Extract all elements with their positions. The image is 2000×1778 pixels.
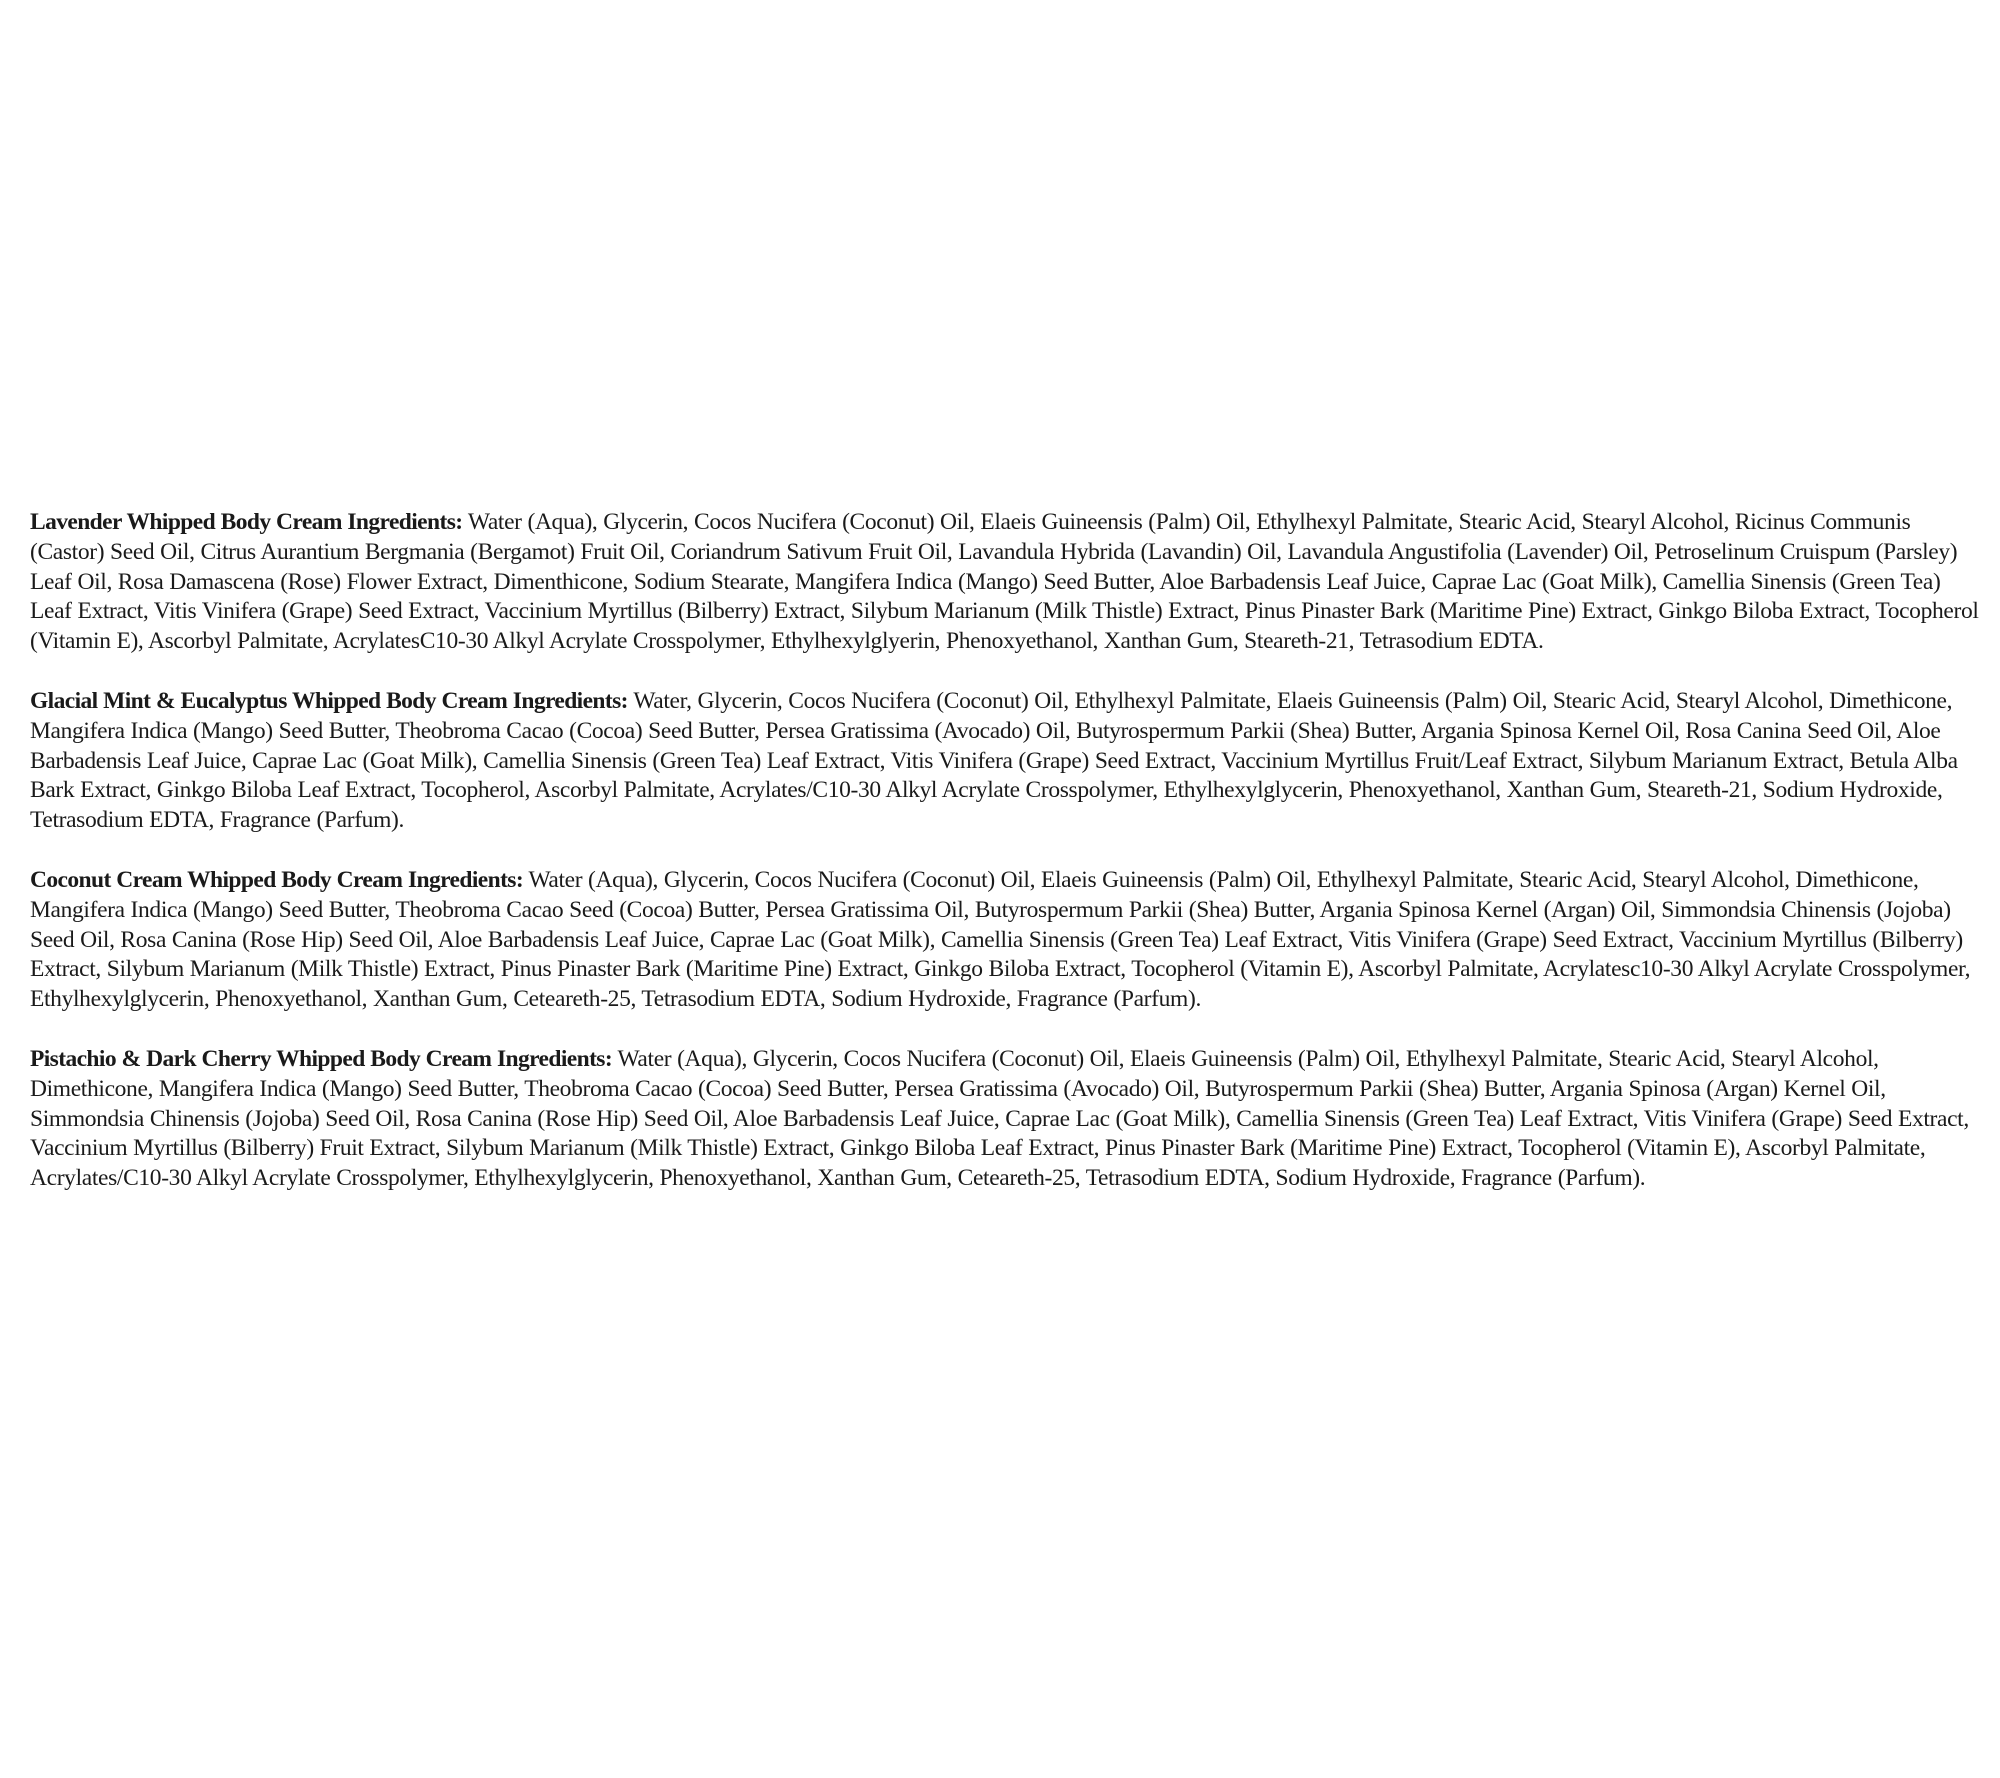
product-name: Coconut Cream Whipped Body Cream Ingredients:	[30, 866, 524, 893]
ingredient-text: Water (Aqua), Glycerin, Cocos Nucifera (Coconut) Oil, Elaeis Guineensis (Palm) Oil, Ethylhexyl Palmitate, Stearic Acid, Stearyl Alcohol, Dimethicone, Mangifera Indica (Mango) Seed Butter, Theobroma Cacao Seed (Cocoa) Butter, Persea Gratissima Oil, Butyrospermum Parkii (Shea) Butter, Argania Spinosa Kernel (Argan) Oil, Simmondsia Chinensis (Jojoba) Seed Oil, Rosa Canina (Rose Hip) Seed Oil, Aloe Barbadensis Leaf Juice, Caprae Lac (Goat Milk), Camellia Sinensis (Green Tea) Leaf Extract, Vitis Vinifera (Grape) Seed Extract, Vaccinium Myrtillus (Bilberry) Extract, Silybum Marianum (Milk Thistle) Extract, Pinus Pinaster Bark (Maritime Pine) Extract, Ginkgo Biloba Extract, Tocopherol (Vitamin E), Ascorbyl Palmitate, Acrylatesc10-30 Alkyl Acrylate Crosspolymer, Ethylhexylglycerin, Phenoxyethanol, Xanthan Gum, Ceteareth-25, Tetrasodium EDTA, Sodium Hydroxide, Fragrance (Parfum).	[30, 866, 1971, 1013]
product-name: Lavender Whipped Body Cream Ingredients:	[30, 509, 463, 535]
product-ingredients-coconut-cream	[30, 866, 1985, 1015]
ingredients-list	[30, 508, 1985, 1224]
product-name: Glacial Mint & Eucalyptus Whipped Body Cream Ingredients:	[30, 687, 628, 714]
ingredient-text: Water, Glycerin, Cocos Nucifera (Coconut) Oil, Ethylhexyl Palmitate, Elaeis Guineensis (Palm) Oil, Stearic Acid, Stearyl Alcohol, Dimethicone, Mangifera Indica (Mango) Seed Butter, Theobroma Cacao (Cocoa) Seed Butter, Persea Gratissima (Avocado) Oil, Butyrospermum Parkii (Shea) Butter, Argania Spinosa Kernel Oil, Rosa Canina Seed Oil, Aloe Barbadensis Leaf Juice, Caprae Lac (Goat Milk), Camellia Sinensis (Green Tea) Leaf Extract, Vitis Vinifera (Grape) Seed Extract, Vaccinium Myrtillus Fruit/Leaf Extract, Silybum Marianum Extract, Betula Alba Bark Extract, Ginkgo Biloba Leaf Extract, Tocopherol, Ascorbyl Palmitate, Acrylates/C10-30 Alkyl Acrylate Crosspolymer, Ethylhexylglycerin, Phenoxyethanol, Xanthan Gum, Steareth-21, Sodium Hydroxide, Tetrasodium EDTA, Fragrance (Parfum).	[30, 687, 1958, 834]
product-ingredients-glacial-mint-eucalyptus	[30, 687, 1985, 836]
ingredient-text: Water (Aqua), Glycerin, Cocos Nucifera (Coconut) Oil, Elaeis Guineensis (Palm) Oil, Ethylhexyl Palmitate, Stearic Acid, Stearyl Alcohol, Dimethicone, Mangifera Indica (Mango) Seed Butter, Theobroma Cacao (Cocoa) Seed Butter, Persea Gratissima (Avocado) Oil, Butyrospermum Parkii (Shea) Butter, Argania Spinosa (Argan) Kernel Oil, Simmondsia Chinensis (Jojoba) Seed Oil, Rosa Canina (Rose Hip) Seed Oil, Aloe Barbadensis Leaf Juice, Caprae Lac (Goat Milk), Camellia Sinensis (Green Tea) Leaf Extract, Vitis Vinifera (Grape) Seed Extract, Vaccinium Myrtillus (Bilberry) Fruit Extract, Silybum Marianum (Milk Thistle) Extract, Ginkgo Biloba Leaf Extract, Pinus Pinaster Bark (Maritime Pine) Extract, Tocopherol (Vitamin E), Ascorbyl Palmitate, Acrylates/C10-30 Alkyl Acrylate Crosspolymer, Ethylhexylglycerin, Phenoxyethanol, Xanthan Gum, Ceteareth-25, Tetrasodium EDTA, Sodium Hydroxide, Fragrance (Parfum).	[30, 1045, 1969, 1192]
product-ingredients-lavender	[30, 508, 1985, 657]
ingredient-text: Water (Aqua), Glycerin, Cocos Nucifera (Coconut) Oil, Elaeis Guineensis (Palm) Oil, Ethylhexyl Palmitate, Stearic Acid, Stearyl Alcohol, Ricinus Communis (Castor) Seed Oil, Citrus Aurantium Bergmania (Bergamot) Fruit Oil, Coriandrum Sativum Fruit Oil, Lavandula Hybrida (Lavandin) Oil, Lavandula Angustifolia (Lavender) Oil, Petroselinum Cruispum (Parsley) Leaf Oil, Rosa Damascena (Rose) Flower Extract, Dimenthicone, Sodium Stearate, Mangifera Indica (Mango) Seed Butter, Aloe Barbadensis Leaf Juice, Caprae Lac (Goat Milk), Camellia Sinensis (Green Tea) Leaf Extract, Vitis Vinifera (Grape) Seed Extract, Vaccinium Myrtillus (Bilberry) Extract, Silybum Marianum (Milk Thistle) Extract, Pinus Pinaster Bark (Maritime Pine) Extract, Ginkgo Biloba Extract, Tocopherol (Vitamin E), Ascorbyl Palmitate, AcrylatesC10-30 Alkyl Acrylate Crosspolymer, Ethylhexylglyerin, Phenoxyethanol, Xanthan Gum, Steareth-21, Tetrasodium EDTA.	[30, 509, 1979, 655]
product-name: Pistachio & Dark Cherry Whipped Body Cream Ingredients:	[30, 1045, 613, 1072]
product-ingredients-pistachio-dark-cherry	[30, 1045, 1985, 1194]
